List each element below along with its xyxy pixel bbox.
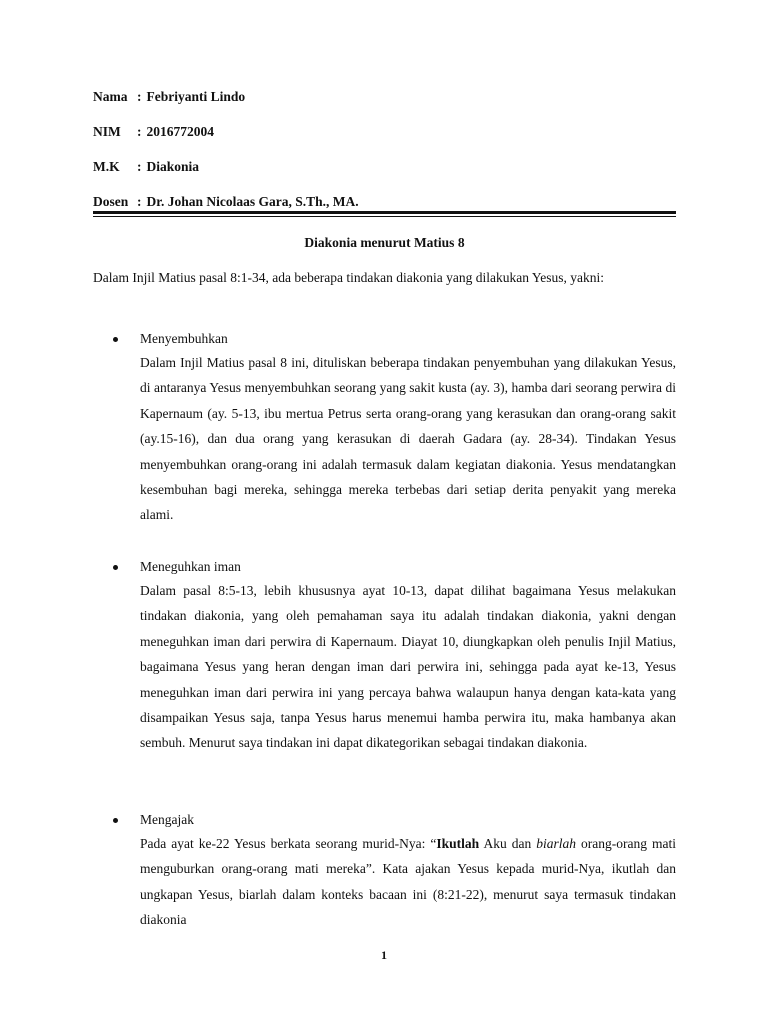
header-divider-thin [93,216,676,217]
section-body-menyembuhkan: Dalam Injil Matius pasal 8 ini, dituliskan beberapa tindakan penyembuhan yang dilakukan Yesus, di antaranya Yesus menyembuhkan seorang yang sakit kusta (ay. 3), hamba dari seorang perwira di Kapernaum (ay. 5-13, ibu mertua Petrus serta orang-orang yang kerasukan dan orang-orang sakit (ay.15-16), dan dua orang yang kerasukan di daerah Gadara (ay. 28-34). Tindakan Yesus menyembuhkan orang-orang ini adalah termasuk dalam kegiatan diakonia. Yesus mendatangkan kesembuhan bagi mereka, sehingga mereka terbebas dari setiap derita penyakit yang mereka alami. [140,355,676,523]
section-body-mengajak [140,831,676,933]
dosen-label: Dosen [93,194,129,209]
dosen-colon: : [137,194,142,209]
header-nim-row [93,124,214,140]
mk-label: M.K [93,159,120,174]
nama-value: Febriyanti Lindo [146,89,246,104]
mk-value: Diakonia [146,159,200,174]
mengajak-text-italic: biarlah [536,836,576,851]
nim-label: NIM [93,124,121,139]
section-title-menyembuhkan: Menyembuhkan [140,331,228,346]
dosen-value: Dr. Johan Nicolaas Gara, S.Th., MA. [146,194,359,209]
nama-label: Nama [93,89,128,104]
page-number: 1 [381,948,387,962]
mengajak-text-bold: Ikutlah [436,836,480,851]
mengajak-text-post: orang-orang mati menguburkan orang-orang mati mereka”. Kata ajakan Yesus kepada murid-Nya, ikutlah dan ungkapan Yesus, biarlah dalam konteks bacaan ini (8:21-22), menurut saya termasuk tindakan diakonia [140,836,676,928]
section-body-meneguhkan-iman: Dalam pasal 8:5-13, lebih khususnya ayat 10-13, dapat dilihat bagaimana Yesus melakukan tindakan diakonia, yang oleh pemahaman saya itu adalah tindakan diakonia, yakni dengan meneguhkan iman dari perwira di Kapernaum. Diayat 10, diungkapkan oleh penulis Injil Matius, bagaimana Yesus yang heran dengan iman dari perwira ini, sehingga pada ayat ke-13, Yesus meneguhkan iman dari perwira ini yang percaya bahwa walaupun hanya dengan kata-kata yang disampaikan Yesus saja, tanpa Yesus harus menemui hamba perwira itu, maka hambanya akan sembuh. Menurut saya tindakan ini dapat dikategorikan sebagai tindakan diakonia. [140,583,676,751]
bullet-icon [113,818,118,823]
section-title-mengajak: Mengajak [140,812,194,827]
bullet-icon [113,337,118,342]
header-mk-row [93,159,199,175]
nim-colon: : [137,124,142,139]
section-title-meneguhkan-iman: Meneguhkan iman [140,559,241,574]
document-title: Diakonia menurut Matius 8 [304,235,465,250]
header-divider-thick [93,211,676,214]
bullet-icon [113,565,118,570]
intro-paragraph: Dalam Injil Matius pasal 8:1-34, ada beberapa tindakan diakonia yang dilakukan Yesus, yakni: [93,270,605,285]
mengajak-text-pre: Pada ayat ke-22 Yesus berkata seorang murid-Nya: “ [140,836,437,851]
nama-colon: : [137,89,142,104]
header-nama-row [93,89,245,105]
mk-colon: : [137,159,142,174]
header-dosen-row [93,194,359,210]
mengajak-text-mid: Aku dan [479,836,537,851]
nim-value: 2016772004 [146,124,214,139]
